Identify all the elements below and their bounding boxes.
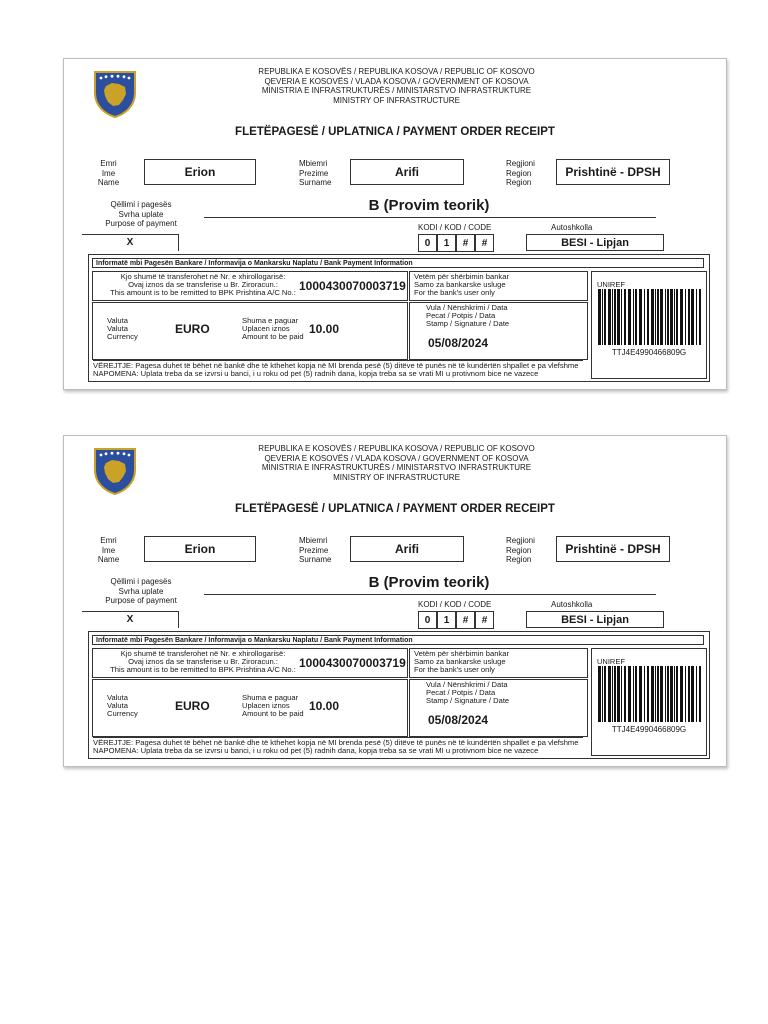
surname-field[interactable]: Arifi — [350, 159, 464, 185]
currency-amount-cell — [92, 679, 408, 737]
barcode-bar — [604, 289, 606, 345]
receipt-title: FLETËPAGESË / UPLATNICA / PAYMENT ORDER RECEIPT — [235, 503, 555, 515]
barcode-bar — [667, 666, 669, 722]
barcode-icon — [598, 666, 702, 722]
account-cell — [92, 648, 408, 678]
account-label: Kjo shumë të transferohet në Nr. e xhirollogarisë: Ovaj iznos da se transferise u Br. Ziroracun.: This amount is to be remitted to BPK Prishtina A/C No.: — [110, 272, 296, 298]
barcode-bar — [699, 289, 701, 345]
purpose-value[interactable]: B (Provim teorik) — [368, 574, 490, 591]
purpose-underline — [204, 594, 656, 595]
driving-school-label: Autoshkolla — [551, 223, 593, 232]
header-line: MINISTRIA E INFRASTRUKTURËS / MINISTARSTVO INFRASTRUKTURE — [261, 86, 532, 96]
region-label: Regjioni Region Region — [506, 159, 535, 187]
barcode-bar — [651, 666, 654, 722]
barcode-bar — [604, 666, 606, 722]
header-line: MINISTRY OF INFRASTRUCTURE — [333, 95, 460, 105]
barcode-icon — [598, 289, 702, 345]
barcode-bar — [628, 289, 631, 345]
barcode-bar — [657, 289, 659, 345]
header-line: REPUBLIKA E KOSOVËS / REPUBLIKA KOSOVA / REPUBLIC OF KOSOVO — [258, 67, 535, 76]
receipt-title: FLETËPAGESË / UPLATNICA / PAYMENT ORDER RECEIPT — [235, 126, 555, 138]
currency-label: Valuta Valuta Currency — [107, 316, 138, 342]
uniref-label: UNIREF — [597, 657, 625, 666]
issuer-header — [234, 444, 559, 482]
payment-receipt — [63, 435, 727, 767]
surname-label: Mbiemri Prezime Surname — [299, 536, 332, 564]
barcode-bar — [655, 289, 656, 345]
header-line: MINISTRIA E INFRASTRUKTURËS / MINISTARSTVO INFRASTRUKTURE — [261, 463, 532, 473]
driving-school-field[interactable]: BESI - Lipjan — [526, 611, 664, 628]
barcode-bar — [633, 666, 634, 722]
name-label: Emri Ime Name — [97, 159, 120, 187]
barcode-bar — [676, 289, 678, 345]
barcode-bar — [614, 289, 616, 345]
barcode-bar — [617, 666, 620, 722]
barcode-bar — [660, 666, 663, 722]
barcode-bar — [670, 289, 673, 345]
kosovo-coat-of-arms-icon — [92, 69, 138, 119]
bank-info-header: Informatë mbi Pagesën Bankare / Informavija o Mankarsku Naplatu / Bank Payment Information — [92, 258, 704, 268]
barcode-bar — [639, 289, 642, 345]
barcode-bar — [685, 289, 686, 345]
barcode-bar — [644, 289, 645, 345]
header-line: MINISTRY OF INFRASTRUCTURE — [333, 472, 460, 482]
purpose-label: Qëllimi i pagesës Svrha uplate Purpose of payment — [105, 577, 177, 605]
barcode-bar — [633, 289, 634, 345]
bank-payment-section — [88, 254, 710, 382]
barcode-bar — [680, 289, 683, 345]
kosovo-coat-of-arms-icon — [92, 446, 138, 496]
name-field[interactable]: Erion — [144, 159, 256, 185]
code-label: KODI / KOD / CODE — [418, 223, 492, 232]
bank-only-cell — [409, 648, 588, 678]
barcode-bar — [621, 666, 622, 722]
barcode-bar — [674, 666, 675, 722]
header-line: QEVERIA E KOSOVËS / VLADA KOSOVA / GOVERNMENT OF KOSOVA — [264, 76, 529, 86]
barcode-bar — [685, 666, 686, 722]
stamp-label: Vula / Nënshkrimi / Data Pecat / Potpis / Data Stamp / Signature / Date — [426, 680, 510, 706]
bank-only-label: Vetëm për shërbimin bankar Samo za bankarske usluge For the bank's user only — [414, 649, 509, 675]
barcode-bar — [688, 666, 690, 722]
barcode-bar — [635, 289, 637, 345]
barcode-bar — [651, 289, 654, 345]
x-mark-box — [82, 234, 179, 251]
currency-value[interactable]: EURO — [175, 699, 210, 713]
purpose-label: Qëllimi i pagesës Svrha uplate Purpose of payment — [105, 200, 177, 228]
barcode-bar — [602, 289, 603, 345]
amount-label: Shuma e paguar Uplacen iznos Amount to be paid — [242, 693, 304, 719]
bank-info-header: Informatë mbi Pagesën Bankare / Informavija o Mankarsku Naplatu / Bank Payment Information — [92, 635, 704, 645]
notice-text: VËREJTJE: Pagesa duhet të bëhet në bankë dhe të kthehet kopja në MI brenda pesë (5) ditëve të punës në të kundërtën shpallet e pa vlefshme NAPOMENA: Uplata treba da se izvrsi u banci, i u roku od pet (5) radnih dana, kopja treba sa se vrati MI u protivnom bice ne vazece — [93, 360, 583, 378]
code-cell[interactable]: # — [456, 234, 475, 252]
barcode-bar — [657, 666, 659, 722]
amount-value[interactable]: 10.00 — [309, 699, 340, 713]
barcode-bar — [696, 289, 697, 345]
barcode-bar — [612, 289, 613, 345]
barcode-bar — [699, 666, 701, 722]
purpose-underline — [204, 217, 656, 218]
stamp-cell — [409, 679, 588, 737]
barcode-bar — [614, 666, 616, 722]
barcode-bar — [660, 289, 663, 345]
bank-payment-section — [88, 631, 710, 759]
name-field[interactable]: Erion — [144, 536, 256, 562]
uniref-code: TTJ4E4990466809G — [611, 348, 687, 357]
barcode-bar — [639, 666, 642, 722]
barcode-bar — [655, 666, 656, 722]
barcode-bar — [608, 289, 611, 345]
code-cell[interactable]: 0 — [418, 611, 437, 629]
account-number[interactable]: 1000430070003719 — [299, 279, 406, 293]
currency-label: Valuta Valuta Currency — [107, 693, 138, 719]
account-number[interactable]: 1000430070003719 — [299, 656, 406, 670]
stamp-label: Vula / Nënshkrimi / Data Pecat / Potpis / Data Stamp / Signature / Date — [426, 303, 510, 329]
barcode-bar — [647, 289, 649, 345]
payment-date[interactable]: 05/08/2024 — [428, 713, 489, 727]
barcode-bar — [665, 666, 666, 722]
name-label: Emri Ime Name — [97, 536, 120, 564]
payment-receipt — [63, 58, 727, 390]
code-cell[interactable]: # — [456, 611, 475, 629]
code-cell[interactable]: 1 — [437, 611, 456, 629]
purpose-value[interactable]: B (Provim teorik) — [368, 197, 490, 214]
x-mark-box — [82, 611, 179, 628]
region-label: Regjioni Region Region — [506, 536, 535, 564]
account-cell — [92, 271, 408, 301]
uniref-cell — [591, 648, 707, 756]
code-cell[interactable]: 1 — [437, 234, 456, 252]
barcode-bar — [612, 666, 613, 722]
code-cell[interactable]: 0 — [418, 234, 437, 252]
barcode-bar — [617, 289, 620, 345]
code-cell[interactable]: # — [475, 611, 494, 629]
issuer-header — [234, 67, 559, 105]
uniref-label: UNIREF — [597, 280, 625, 289]
barcode-bar — [602, 666, 603, 722]
x-mark: X — [126, 237, 134, 248]
barcode-bar — [696, 666, 697, 722]
uniref-cell — [591, 271, 707, 379]
notice-text: VËREJTJE: Pagesa duhet të bëhet në bankë dhe të kthehet kopja në MI brenda pesë (5) ditëve të punës në të kundërtën shpallet e pa vlefshme NAPOMENA: Uplata treba da se izvrsi u banci, i u roku od pet (5) radnih dana, kopja treba sa se vrati MI u protivnom bice ne vazece — [93, 737, 583, 755]
x-mark: X — [126, 614, 134, 625]
barcode-bar — [647, 666, 649, 722]
driving-school-field[interactable]: BESI - Lipjan — [526, 234, 664, 251]
barcode-bar — [628, 666, 631, 722]
bank-only-label: Vetëm për shërbimin bankar Samo za bankarske usluge For the bank's user only — [414, 272, 509, 298]
barcode-bar — [691, 289, 694, 345]
currency-value[interactable]: EURO — [175, 322, 210, 336]
region-field[interactable]: Prishtinë - DPSH — [556, 536, 670, 562]
barcode-bar — [598, 289, 601, 345]
header-line: QEVERIA E KOSOVËS / VLADA KOSOVA / GOVERNMENT OF KOSOVA — [264, 453, 529, 463]
surname-label: Mbiemri Prezime Surname — [299, 159, 332, 187]
barcode-bar — [688, 289, 690, 345]
header-line: REPUBLIKA E KOSOVËS / REPUBLIKA KOSOVA / REPUBLIC OF KOSOVO — [258, 444, 535, 453]
barcode-bar — [624, 289, 626, 345]
bank-only-cell — [409, 271, 588, 301]
code-label: KODI / KOD / CODE — [418, 600, 492, 609]
payment-date[interactable]: 05/08/2024 — [428, 336, 489, 350]
account-label: Kjo shumë të transferohet në Nr. e xhirollogarisë: Ovaj iznos da se transferise u Br. Ziroracun.: This amount is to be remitted to BPK Prishtina A/C No.: — [110, 649, 296, 675]
barcode-bar — [691, 666, 694, 722]
amount-value[interactable]: 10.00 — [309, 322, 340, 336]
code-cell[interactable]: # — [475, 234, 494, 252]
amount-label: Shuma e paguar Uplacen iznos Amount to be paid — [242, 316, 304, 342]
barcode-bar — [598, 666, 601, 722]
barcode-bar — [680, 666, 683, 722]
barcode-bar — [621, 289, 622, 345]
stamp-cell — [409, 302, 588, 360]
barcode-bar — [667, 289, 669, 345]
barcode-bar — [624, 666, 626, 722]
barcode-bar — [608, 666, 611, 722]
surname-field[interactable]: Arifi — [350, 536, 464, 562]
barcode-bar — [644, 666, 645, 722]
currency-amount-cell — [92, 302, 408, 360]
uniref-code: TTJ4E4990466809G — [611, 725, 687, 734]
barcode-bar — [665, 289, 666, 345]
driving-school-label: Autoshkolla — [551, 600, 593, 609]
barcode-bar — [670, 666, 673, 722]
barcode-bar — [674, 289, 675, 345]
region-field[interactable]: Prishtinë - DPSH — [556, 159, 670, 185]
barcode-bar — [635, 666, 637, 722]
barcode-bar — [676, 666, 678, 722]
